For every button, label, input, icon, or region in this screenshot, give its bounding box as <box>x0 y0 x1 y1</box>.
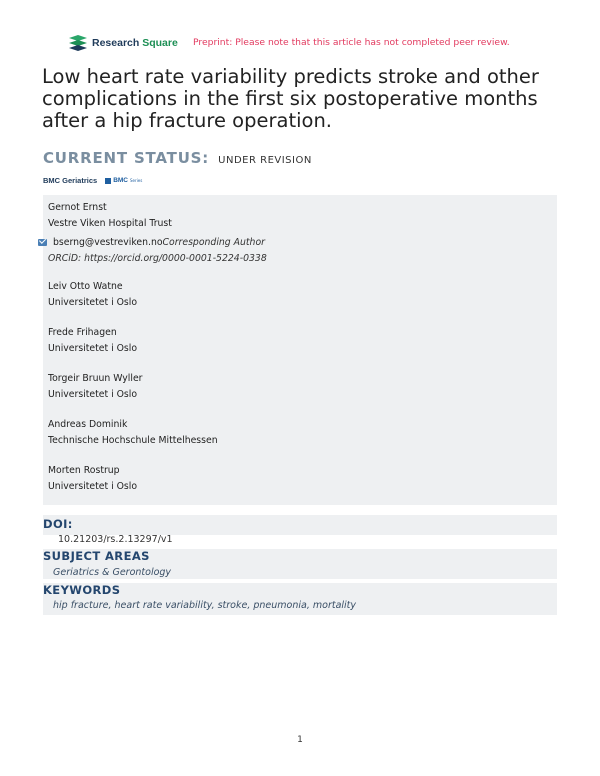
mail-icon[interactable] <box>38 239 47 246</box>
logo-word-research: Research <box>92 37 140 49</box>
bmc-logo-icon <box>105 178 111 184</box>
authors-panel <box>43 195 557 505</box>
author-orcid[interactable]: ORCiD: https://orcid.org/0000-0001-5224-0338 <box>48 252 267 264</box>
research-square-logo[interactable] <box>68 34 178 52</box>
author-affiliation: Vestre Viken Hospital Trust <box>48 217 172 229</box>
journal-name[interactable]: BMC Geriatrics <box>43 176 98 185</box>
author-name: Morten Rostrup <box>48 465 120 476</box>
author-affiliation: Universitetet i Oslo <box>48 480 138 492</box>
keywords-value: hip fracture, heart rate variability, stroke, pneumonia, mortality <box>53 600 357 611</box>
status-label: CURRENT STATUS: <box>43 149 210 167</box>
subject-areas-value: Geriatrics & Gerontology <box>53 567 172 578</box>
author-name: Andreas Dominik <box>48 419 128 430</box>
author-entry <box>48 417 218 448</box>
author-entry <box>48 371 143 402</box>
keywords-label: KEYWORDS <box>43 583 121 597</box>
corresponding-author-label: Corresponding Author <box>162 237 265 248</box>
doi-label: DOI: <box>43 517 73 531</box>
status-value: UNDER REVISION <box>218 155 312 166</box>
preprint-notice: Preprint: Please note that this article has not completed peer review. <box>193 37 510 48</box>
logo-word-square: Square <box>142 37 178 49</box>
doi-value[interactable]: 10.21203/rs.2.13297/v1 <box>58 534 173 545</box>
bmc-series-suffix: Series <box>130 178 143 183</box>
author-affiliation: Universitetet i Oslo <box>48 342 138 354</box>
author-entry <box>48 279 137 310</box>
research-square-logo-icon <box>68 34 88 52</box>
page-header <box>68 34 540 54</box>
article-title: Low heart rate variability predicts stroke and other complications in the first six postoperative months after a hip fracture operation. <box>42 65 539 132</box>
bmc-series-label: BMC <box>113 177 128 184</box>
subject-areas-section <box>43 549 557 579</box>
author-affiliation: Universitetet i Oslo <box>48 296 138 308</box>
keywords-section <box>43 583 557 615</box>
author-affiliation: Technische Hochschule Mittelhessen <box>48 434 218 446</box>
author-name: Torgeir Bruun Wyller <box>48 373 143 384</box>
page-number: 1 <box>297 735 303 745</box>
current-status <box>43 148 312 167</box>
bmc-series-logo <box>105 177 142 184</box>
author-name: Frede Frihagen <box>48 327 117 338</box>
author-entry <box>48 325 137 356</box>
author-name: Leiv Otto Watne <box>48 281 123 292</box>
author-email-line <box>48 235 267 251</box>
logo-wordmark <box>92 37 178 49</box>
author-name: Gernot Ernst <box>48 202 107 213</box>
author-email[interactable]: bserng@vestreviken.no <box>53 237 163 248</box>
journal-branding <box>43 176 142 185</box>
author-entry <box>48 200 267 266</box>
doi-section <box>43 515 557 535</box>
author-entry <box>48 463 137 494</box>
subject-areas-label: SUBJECT AREAS <box>43 549 150 563</box>
author-affiliation: Universitetet i Oslo <box>48 388 138 400</box>
